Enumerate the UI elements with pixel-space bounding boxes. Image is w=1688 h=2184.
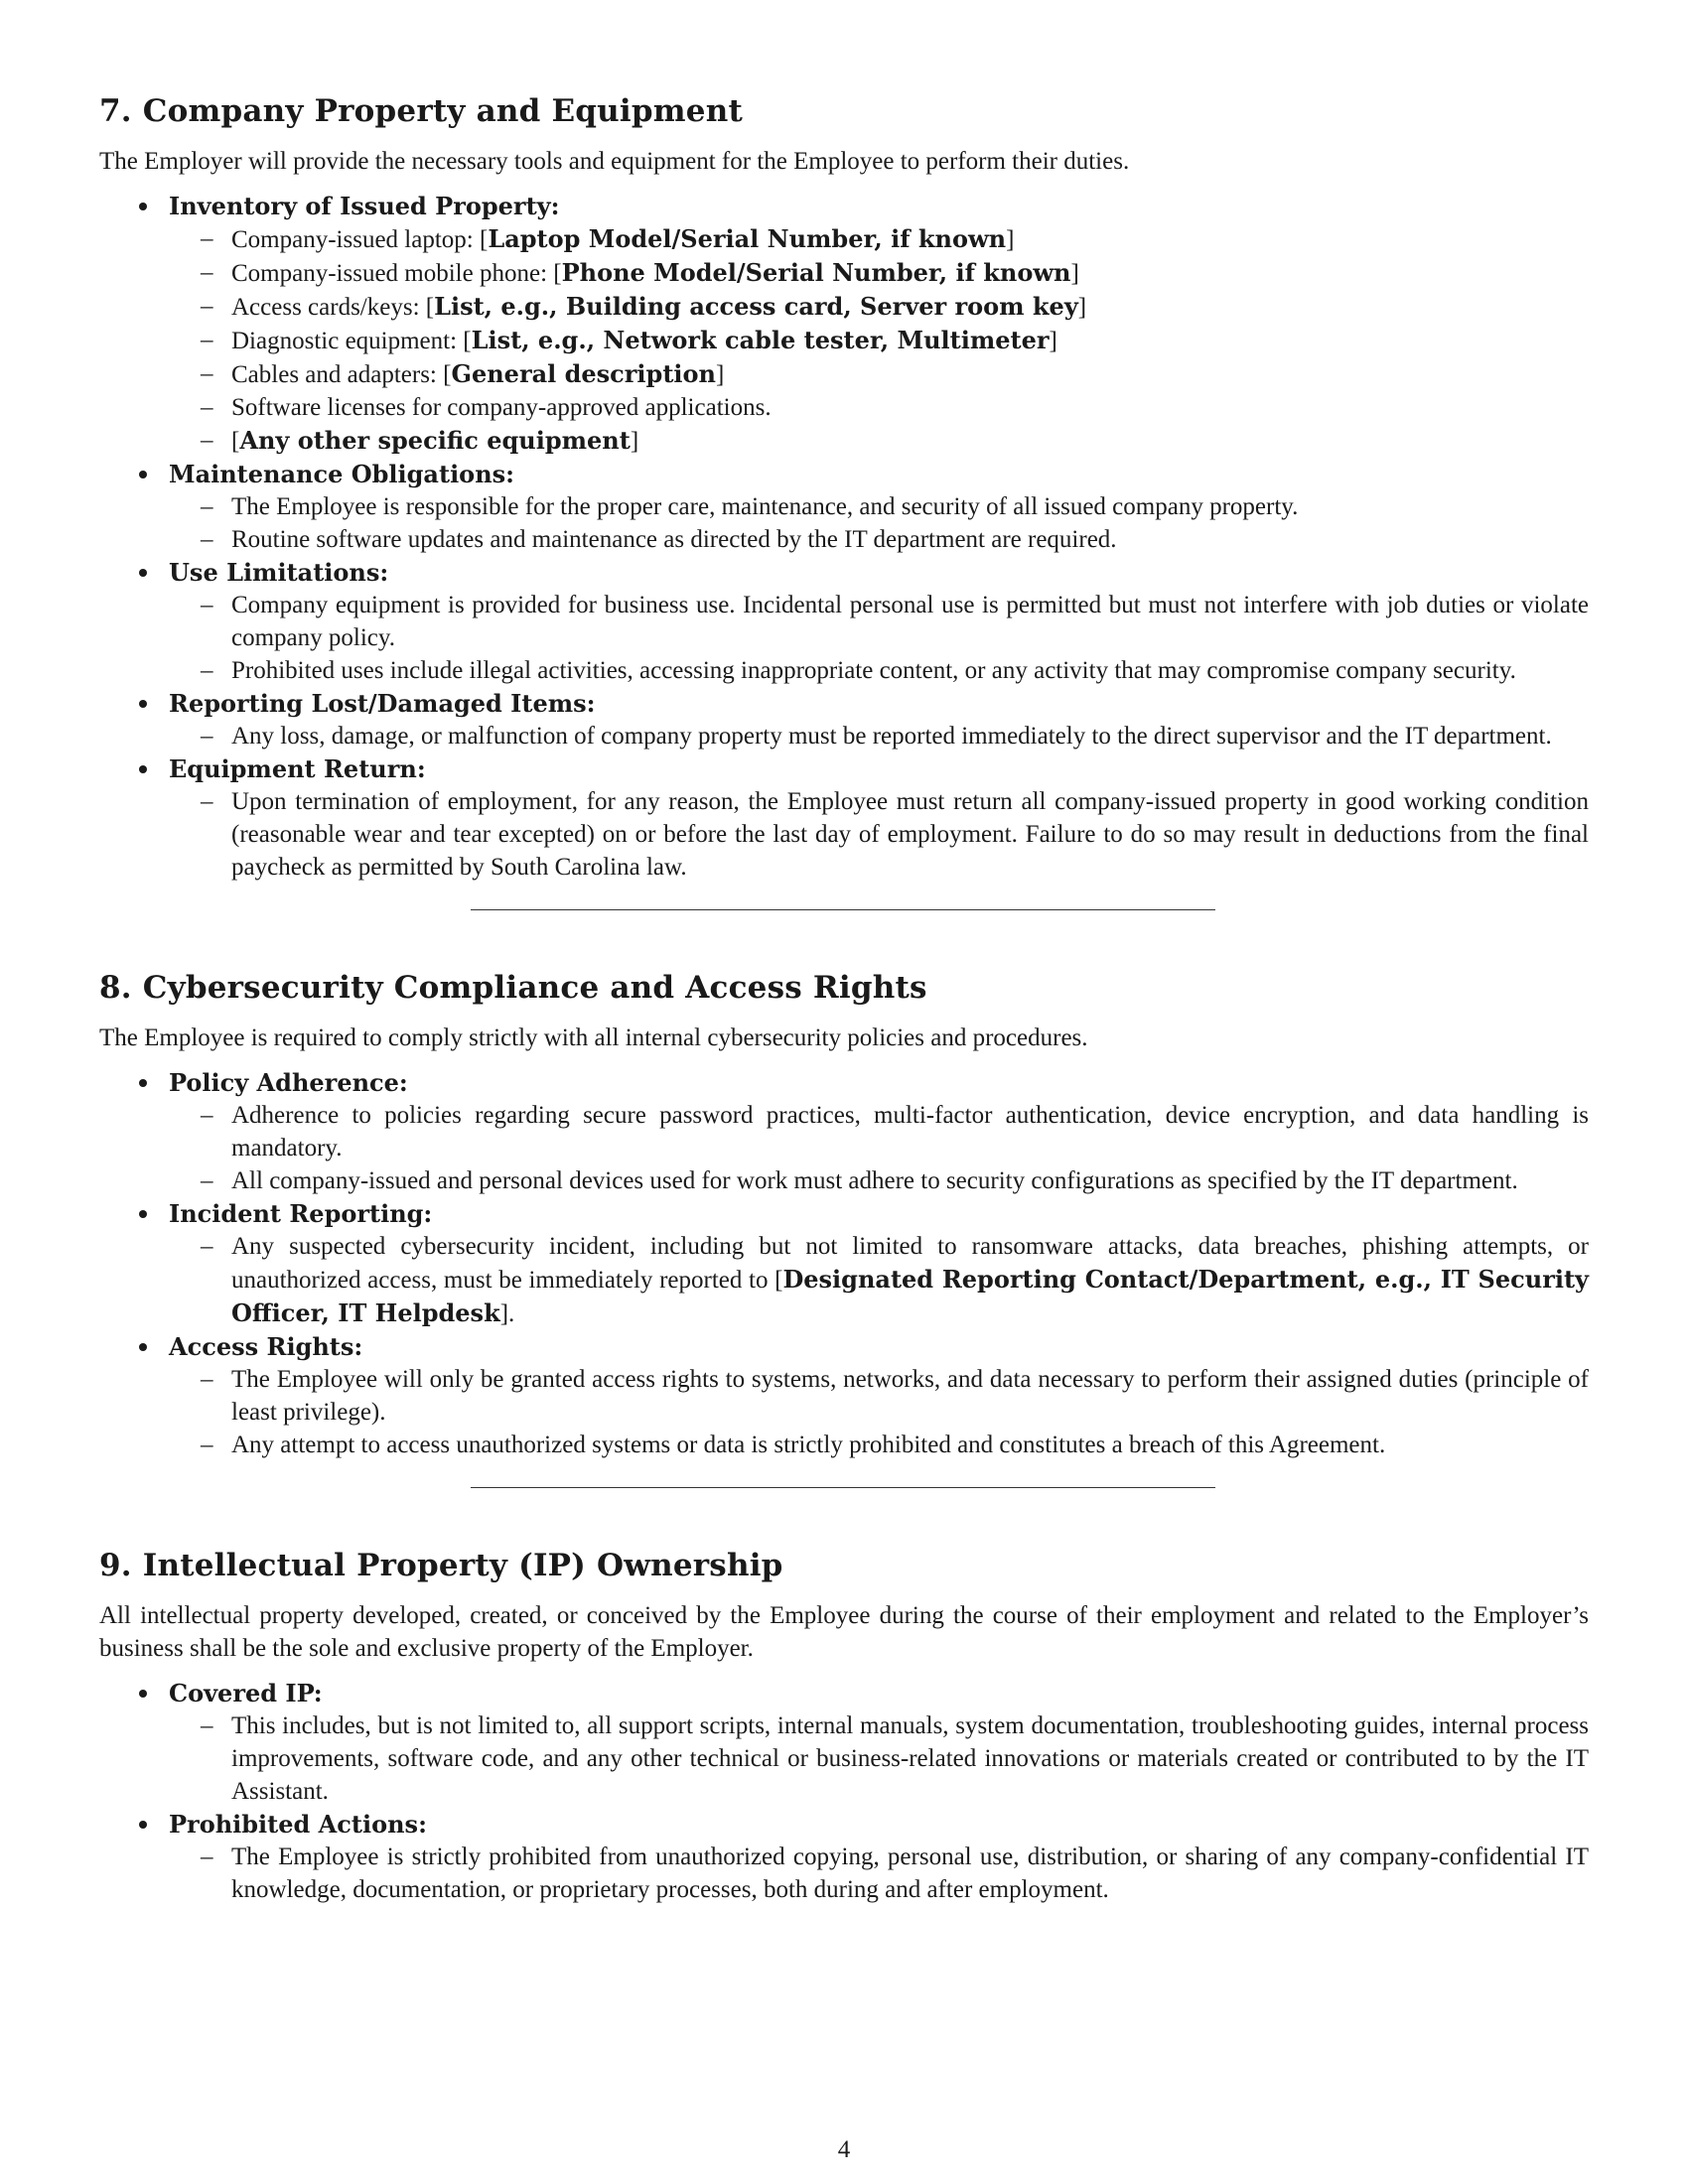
placeholder: Phone Model/Serial Number, if known xyxy=(561,258,1071,287)
section-7-title: 7. Company Property and Equipment xyxy=(99,93,743,129)
dash-icon: – xyxy=(201,657,213,684)
item-heading: Inventory of Issued Property: xyxy=(169,192,560,220)
bullet-icon xyxy=(139,1079,147,1087)
list-item xyxy=(127,556,1589,687)
sub-list xyxy=(169,222,1589,458)
list-item xyxy=(127,1808,1589,1906)
sub-item: – Software licenses for company-approved applications. xyxy=(201,391,1589,424)
dash-icon: – xyxy=(201,225,213,252)
placeholder: Laptop Model/Serial Number, if known xyxy=(488,224,1007,253)
list-item xyxy=(127,752,1589,884)
section-9 xyxy=(99,1546,1589,1906)
item-heading: Equipment Return: xyxy=(169,754,426,783)
dash-icon: – xyxy=(201,1712,213,1739)
dash-icon: – xyxy=(201,592,213,618)
section-8-intro: The Employee is required to comply strictly with all internal cybersecurity policies and procedures. xyxy=(99,1024,1088,1051)
bullet-icon xyxy=(139,1343,147,1351)
sub-item: – Cables and adapters: [General description] xyxy=(201,359,725,388)
dash-icon: – xyxy=(201,293,213,320)
dash-icon: – xyxy=(201,394,213,421)
dash-icon: – xyxy=(201,1843,213,1870)
sub-list xyxy=(169,490,1589,556)
page-number: 4 xyxy=(837,2136,851,2163)
sub-list xyxy=(169,1709,1589,1808)
dash-icon: – xyxy=(201,1102,213,1129)
sub-item: – Company equipment is provided for business use. Incidental personal use is permitted but must not interfere with job duties or violate company policy. xyxy=(201,589,1589,654)
bullet-icon xyxy=(139,471,147,478)
bullet-icon xyxy=(139,765,147,773)
section-divider xyxy=(471,1487,1215,1488)
dash-icon: – xyxy=(201,259,213,286)
dash-icon: – xyxy=(201,788,213,815)
dash-icon: – xyxy=(201,723,213,750)
sub-list xyxy=(169,785,1589,884)
list-item xyxy=(127,1677,1589,1808)
section-9-list xyxy=(99,1677,1589,1906)
dash-icon: – xyxy=(201,327,213,353)
sub-item: – Any loss, damage, or malfunction of company property must be reported immediately to the direct supervisor and the IT department. xyxy=(201,720,1589,752)
sub-item: – This includes, but is not limited to, all support scripts, internal manuals, system documentation, troubleshooting guides, internal process improvements, software code, and any other technical or business-related innovations or materials created or contributed to by the IT Assistant. xyxy=(201,1709,1589,1808)
section-9-intro: All intellectual property developed, created, or conceived by the Employee during the course of their employment and related to the Employer’s business shall be the sole and exclusive property of the Employer. xyxy=(99,1602,1589,1662)
list-item xyxy=(127,687,1589,752)
item-heading: Maintenance Obligations: xyxy=(169,460,515,488)
dash-icon: – xyxy=(201,493,213,520)
item-heading: Reporting Lost/Damaged Items: xyxy=(169,689,596,718)
sub-item: – Prohibited uses include illegal activities, accessing inappropriate content, or any activity that may compromise company security. xyxy=(201,654,1589,687)
sub-item: – [Any other specific equipment] xyxy=(201,426,639,455)
list-item xyxy=(127,190,1589,458)
list-item xyxy=(127,1330,1589,1461)
sub-item: – Adherence to policies regarding secure password practices, multi-factor authentication, device encryption, and data handling is mandatory. xyxy=(201,1099,1589,1164)
item-heading: Covered IP: xyxy=(169,1679,323,1707)
list-item xyxy=(127,458,1589,556)
section-8 xyxy=(99,968,1589,1461)
item-heading: Use Limitations: xyxy=(169,558,389,587)
item-heading: Access Rights: xyxy=(169,1332,363,1361)
sub-item: – Any attempt to access unauthorized systems or data is strictly prohibited and constitutes a breach of this Agreement. xyxy=(201,1429,1589,1461)
dash-icon: – xyxy=(201,526,213,553)
placeholder: List, e.g., Building access card, Server room key xyxy=(434,292,1078,321)
sub-item: – Company-issued laptop: [Laptop Model/Serial Number, if known] xyxy=(201,224,1015,253)
sub-list xyxy=(169,1099,1589,1197)
bullet-icon xyxy=(139,203,147,210)
bullet-icon xyxy=(139,1821,147,1829)
sub-list xyxy=(169,1363,1589,1461)
sub-item: – The Employee is strictly prohibited from unauthorized copying, personal use, distribution, or sharing of any company-confidential IT knowledge, documentation, or proprietary processes, both during and after employment. xyxy=(201,1841,1589,1906)
sub-list xyxy=(169,720,1589,752)
sub-item: – Access cards/keys: [List, e.g., Building access card, Server room key] xyxy=(201,292,1087,321)
sub-list xyxy=(169,1841,1589,1906)
sub-item: – The Employee is responsible for the proper care, maintenance, and security of all issued company property. xyxy=(201,490,1589,523)
dash-icon: – xyxy=(201,1167,213,1194)
sub-item: – Company-issued mobile phone: [Phone Model/Serial Number, if known] xyxy=(201,258,1079,287)
item-heading: Policy Adherence: xyxy=(169,1068,408,1097)
section-7 xyxy=(99,91,1589,884)
placeholder: List, e.g., Network cable tester, Multimeter xyxy=(471,326,1050,354)
bullet-icon xyxy=(139,1210,147,1218)
dash-icon: – xyxy=(201,1366,213,1393)
sub-item: – Routine software updates and maintenance as directed by the IT department are required. xyxy=(201,523,1589,556)
section-9-title: 9. Intellectual Property (IP) Ownership xyxy=(99,1548,783,1583)
placeholder: Any other specific equipment xyxy=(239,426,631,455)
dash-icon: – xyxy=(201,427,213,454)
bullet-icon xyxy=(139,1690,147,1698)
sub-list xyxy=(169,589,1589,687)
section-8-list xyxy=(99,1066,1589,1461)
list-item xyxy=(127,1197,1589,1330)
list-item xyxy=(127,1066,1589,1197)
bullet-icon xyxy=(139,569,147,577)
bullet-icon xyxy=(139,700,147,708)
item-heading: Incident Reporting: xyxy=(169,1199,433,1228)
dash-icon: – xyxy=(201,1432,213,1458)
document-page xyxy=(99,91,1589,1906)
placeholder: Designated Reporting Contact/Department, e.g., IT Security Officer, IT Helpdesk xyxy=(231,1265,1589,1327)
section-divider xyxy=(471,909,1215,910)
placeholder: General description xyxy=(451,359,716,388)
sub-item: – Any suspected cybersecurity incident, including but not limited to ransomware attacks, data breaches, phishing attempts, or unauthorized access, must be immediately reported to [Designated Reporting Contact/Department, e.g., IT Security Officer, IT Helpdesk]. xyxy=(201,1230,1589,1330)
section-7-list xyxy=(99,190,1589,884)
dash-icon: – xyxy=(201,1233,213,1260)
item-heading: Prohibited Actions: xyxy=(169,1810,427,1839)
sub-item: – The Employee will only be granted access rights to systems, networks, and data necessary to perform their assigned duties (principle of least privilege). xyxy=(201,1363,1589,1429)
sub-list xyxy=(169,1230,1589,1330)
dash-icon: – xyxy=(201,360,213,387)
section-7-intro: The Employer will provide the necessary tools and equipment for the Employee to perform their duties. xyxy=(99,148,1130,175)
sub-item: – All company-issued and personal devices used for work must adhere to security configurations as specified by the IT department. xyxy=(201,1164,1589,1197)
section-8-title: 8. Cybersecurity Compliance and Access Rights xyxy=(99,970,927,1006)
sub-item: – Upon termination of employment, for any reason, the Employee must return all company-issued property in good working condition (reasonable wear and tear excepted) on or before the last day of employment. Failure to do so may result in deductions from the final paycheck as permitted by South Carolina law. xyxy=(201,785,1589,884)
sub-item: – Diagnostic equipment: [List, e.g., Network cable tester, Multimeter] xyxy=(201,326,1057,354)
